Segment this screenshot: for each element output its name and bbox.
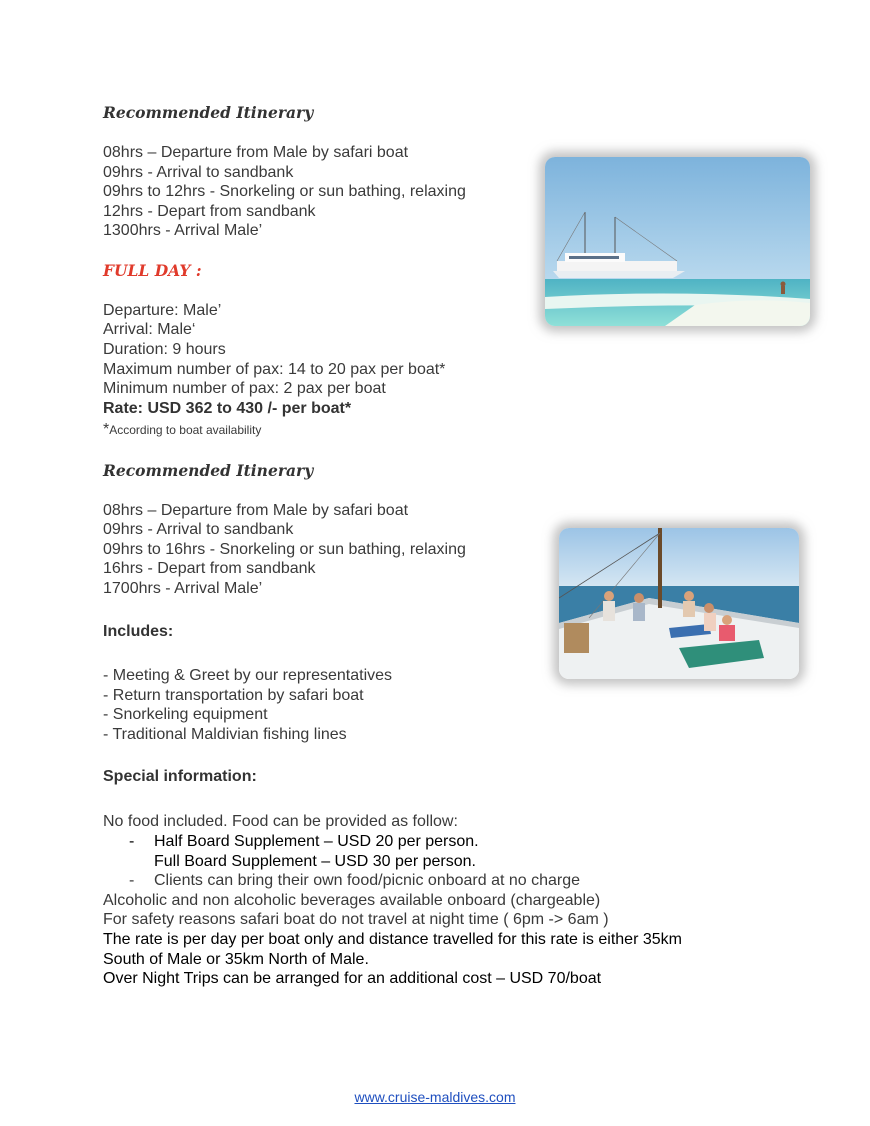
departure-text: Departure: Male’	[103, 302, 222, 319]
beverages-text: Alcoholic and non alcoholic beverages available onboard (chargeable)	[103, 892, 601, 909]
website-link[interactable]: www.cruise-maldives.com	[354, 1089, 516, 1105]
itinerary-1-item: 1300hrs - Arrival Male’	[103, 222, 263, 239]
itinerary-heading-1: Recommended Itinerary	[103, 103, 314, 122]
itinerary-2-item: 09hrs - Arrival to sandbank	[103, 521, 294, 538]
full-day-title: FULL DAY :	[103, 261, 202, 280]
bullet-dash: -	[129, 872, 135, 889]
itinerary-1-item: 09hrs - Arrival to sandbank	[103, 164, 294, 181]
half-board-text: Half Board Supplement – USD 20 per person.	[154, 833, 479, 850]
note-star: *	[103, 421, 110, 438]
itinerary-1-item: 09hrs to 12hrs - Snorkeling or sun bathing, relaxing	[103, 183, 466, 200]
safety-text: For safety reasons safari boat do not travel at night time ( 6pm -> 6am )	[103, 911, 609, 928]
food-intro: No food included. Food can be provided as follow:	[103, 813, 458, 830]
itinerary-2-item: 16hrs - Depart from sandbank	[103, 560, 316, 577]
boat-deck-photo	[559, 528, 799, 679]
own-food-text: Clients can bring their own food/picnic onboard at no charge	[154, 872, 581, 889]
includes-item: - Snorkeling equipment	[103, 706, 268, 723]
rate-text: Rate: USD 362 to 430 /- per boat*	[103, 400, 352, 417]
itinerary-1-item: 08hrs – Departure from Male by safari boat	[103, 144, 409, 161]
overnight-text: Over Night Trips can be arranged for an additional cost – USD 70/boat	[103, 970, 602, 987]
itinerary-heading-2: Recommended Itinerary	[103, 461, 314, 480]
includes-item: - Return transportation by safari boat	[103, 687, 364, 704]
includes-item: - Traditional Maldivian fishing lines	[103, 726, 347, 743]
arrival-text: Arrival: Male‘	[103, 321, 196, 338]
special-heading: Special information:	[103, 768, 257, 785]
itinerary-1-item: 12hrs - Depart from sandbank	[103, 203, 316, 220]
min-pax-text: Minimum number of pax: 2 pax per boat	[103, 380, 386, 397]
rate-distance-text: The rate is per day per boat only and distance travelled for this rate is either 35km	[103, 931, 682, 948]
max-pax-text: Maximum number of pax: 14 to 20 pax per boat*	[103, 361, 446, 378]
itinerary-2-item: 09hrs to 16hrs - Snorkeling or sun bathing, relaxing	[103, 541, 466, 558]
rate-distance-text-cont: South of Male or 35km North of Male.	[103, 951, 369, 968]
boat-sandbank-photo	[545, 157, 810, 326]
boat-sandbank-illustration	[545, 157, 810, 326]
itinerary-2-item: 08hrs – Departure from Male by safari boat	[103, 502, 409, 519]
bullet-dash: -	[129, 833, 135, 850]
includes-item: - Meeting & Greet by our representatives	[103, 667, 393, 684]
note-text: According to boat availability	[109, 423, 262, 437]
boat-deck-illustration	[559, 528, 799, 679]
includes-heading: Includes:	[103, 623, 174, 640]
availability-note	[103, 420, 261, 440]
duration-text: Duration: 9 hours	[103, 341, 226, 358]
itinerary-2-item: 1700hrs - Arrival Male’	[103, 580, 263, 597]
full-board-text: Full Board Supplement – USD 30 per person.	[154, 853, 476, 870]
